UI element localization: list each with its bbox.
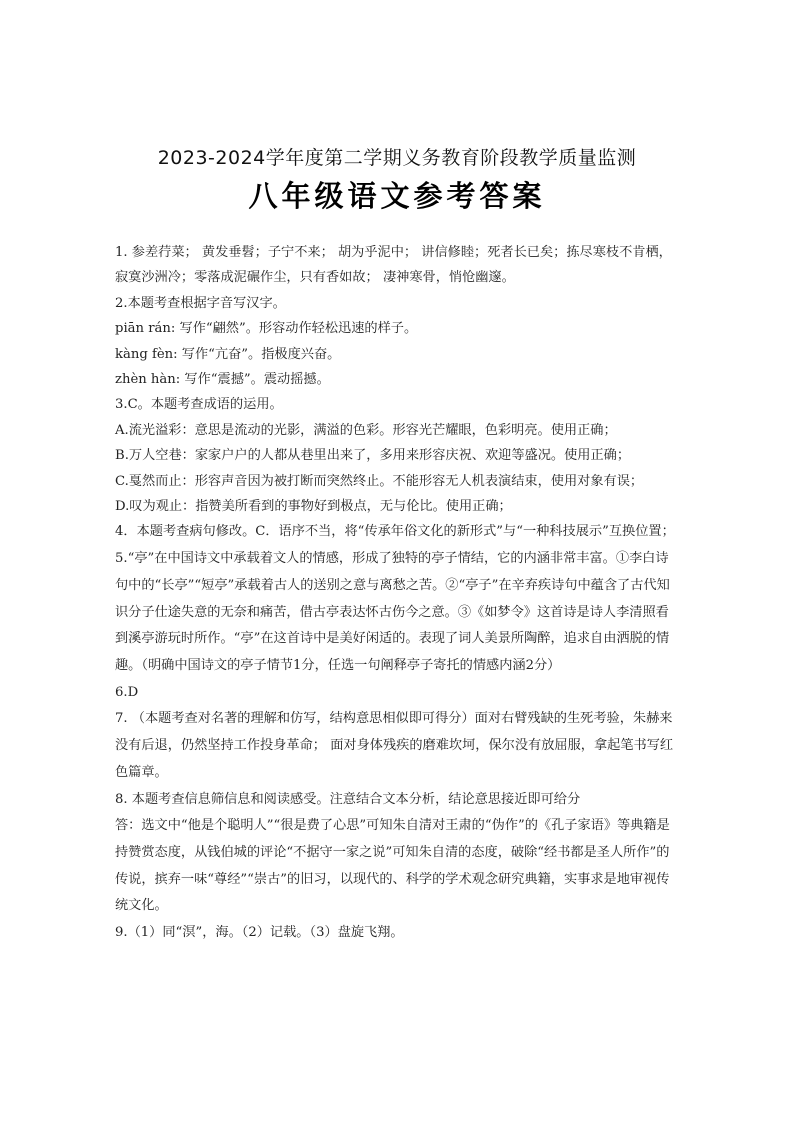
answer-3-option-d: D.叹为观止：指赞美所看到的事物好到极点，无与伦比。使用正确； bbox=[115, 499, 512, 515]
answer-2-item: piān rán: 写作“翩然”。形容动作轻松迅速的样子。 bbox=[115, 321, 418, 337]
answer-6: 6.D bbox=[115, 684, 139, 700]
answer-8-heading: 8. 本题考查信息筛信息和阅读感受。注意结合文本分析，结论意思接近即可给分 bbox=[115, 791, 581, 807]
answer-4: 4．本题考查病句修改。C．语序不当，将“传承年俗文化的新形式”与“一种科技展示”互换位置； bbox=[115, 524, 675, 540]
answer-1: 1. 参差荇菜； 黄发垂髫；子宁不来； 胡为乎泥中； 讲信修睦；死者长已矣；拣尽寒枝不肯栖，寂寞沙洲冷；零落成泥碾作尘，只有香如故； 凄神寒骨，悄怆幽邃。 bbox=[115, 245, 672, 286]
answer-5: 5.“亭”在中国诗文中承载着文人的情感，形成了独特的亭子情结，它的内涵非常丰富。①李白诗句中的“长亭”“短亭”承载着古人的送别之意与离愁之苦。②“亭子”在辛弃疾诗句中蕴含了古代知识分子仕途失意的无奈和痛苦，借古亭表达怀古伤今之意。③《如梦令》这首诗是诗人李清照看到溪亭游玩时所作。“亭”在这首诗中是美好闲适的。表现了词人美景所陶醉，追求自由洒脱的情趣。（明确中国诗文的亭子情节1分，任选一句阐释亭子寄托的情感内涵2分） bbox=[115, 551, 670, 673]
document-title: 2023-2024学年度第二学期义务教育阶段教学质量监测 bbox=[157, 147, 637, 169]
answer-3-option-a: A.流光溢彩：意思是流动的光影，满溢的色彩。形容光芒耀眼，色彩明亮。使用正确； bbox=[115, 422, 617, 438]
document-subtitle: 八年级语文参考答案 bbox=[248, 179, 546, 213]
answer-3-option-b: B.万人空巷：家家户户的人都从巷里出来了，多用来形容庆祝、欢迎等盛况。使用正确； bbox=[115, 448, 631, 464]
answer-3-option-c: C.戛然而止：形容声音因为被打断而突然终止。不能形容无人机表演结束，使用对象有误； bbox=[115, 473, 644, 489]
answer-list bbox=[115, 240, 675, 947]
answer-8-body: 答：选文中“他是个聪明人”“很是费了心思”可知朱自清对王肃的“伪作”的《孔子家语》等典籍是持赞赏态度，从钱伯城的评论“不据守一家之说”可知朱自清的态度，破除“经书都是圣人所作”的传说，摈弃一味“尊经”“崇古”的旧习，以现代的、科学的学术观念研究典籍，实事求是地审视传统文化。 bbox=[115, 818, 670, 914]
answer-2-item: kàng fèn: 写作“亢奋”。指极度兴奋。 bbox=[115, 346, 341, 362]
answer-3-heading: 3.C。本题考查成语的运用。 bbox=[115, 397, 283, 413]
answer-2-item: zhèn hàn: 写作“震撼”。震动摇撼。 bbox=[115, 372, 330, 388]
answer-2-heading: 2.本题考查根据字音写汉字。 bbox=[115, 295, 286, 311]
answer-7: 7. （本题考查对名著的理解和仿写，结构意思相似即可得分）面对右臂残缺的生死考验，朱赫来没有后退，仍然坚持工作投身革命； 面对身体残疾的磨难坎坷，保尔没有放屈服，拿起笔书写红色篇章。 bbox=[115, 711, 674, 780]
answer-9: 9.（1）同“溟”，海。（2）记载。（3）盘旋飞翔。 bbox=[115, 925, 404, 941]
